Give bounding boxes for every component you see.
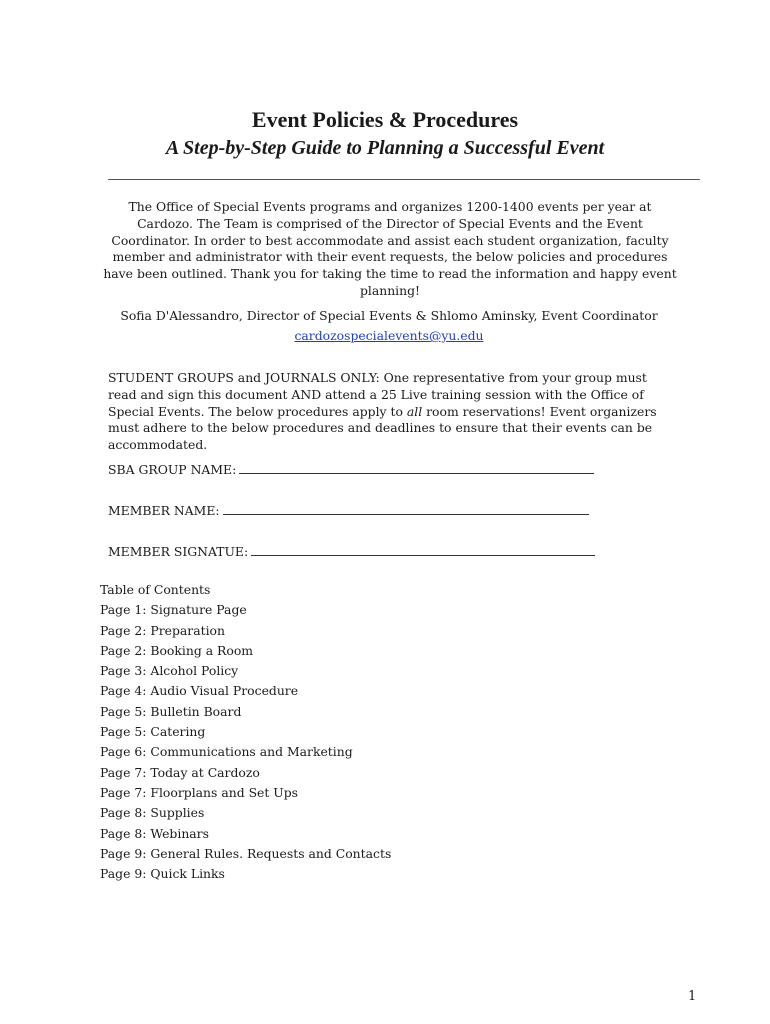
toc-item: Page 9: Quick Links xyxy=(100,866,225,882)
member-name-blank[interactable] xyxy=(223,504,589,515)
title-divider xyxy=(108,179,700,180)
student-groups-notice xyxy=(108,370,668,454)
toc-item: Page 8: Webinars xyxy=(100,825,209,841)
sba-group-name-field xyxy=(108,462,594,477)
notice-text-end: room reservations! Event organizers must adhere to the below procedures and deadlines to ensure that their events can be accommodated. xyxy=(108,403,657,453)
authors-line: Sofia D'Alessandro, Director of Special Events & Shlomo Aminsky, Event Coordinator xyxy=(120,308,658,323)
member-signature-blank[interactable] xyxy=(251,545,595,556)
toc-item: Page 7: Today at Cardozo xyxy=(100,764,260,780)
toc-item: Page 6: Communications and Marketing xyxy=(100,744,353,760)
sba-group-name-label: SBA GROUP NAME: xyxy=(108,462,237,477)
table-of-contents xyxy=(100,580,600,884)
toc-heading: Table of Contents xyxy=(100,582,211,597)
member-name-field xyxy=(108,503,589,518)
notice-text-start: STUDENT GROUPS and JOURNALS ONLY: One representative from your group must read and sign this document AND attend a 25 Live training session with the Office of Special Events. The below procedures apply to xyxy=(108,370,647,419)
toc-item: Page 5: Catering xyxy=(100,724,206,740)
sba-group-name-blank[interactable] xyxy=(239,463,594,474)
member-signature-field xyxy=(108,544,595,559)
toc-item: Page 2: Preparation xyxy=(100,622,225,638)
document-subtitle: A Step-by-Step Guide to Planning a Successful Event xyxy=(165,137,605,159)
toc-item: Page 9: General Rules. Requests and Contacts xyxy=(100,845,392,861)
notice-emphasis: all xyxy=(406,403,423,419)
toc-item: Page 3: Alcohol Policy xyxy=(100,663,239,679)
member-name-label: MEMBER NAME: xyxy=(108,503,220,518)
page-number: 1 xyxy=(688,989,697,1004)
toc-item: Page 1: Signature Page xyxy=(100,602,247,618)
email-line xyxy=(0,328,770,343)
toc-item: Page 8: Supplies xyxy=(100,805,205,821)
toc-item: Page 4: Audio Visual Procedure xyxy=(100,683,299,699)
toc-item: Page 7: Floorplans and Set Ups xyxy=(100,784,299,800)
email-link[interactable]: cardozospecialevents@yu.edu xyxy=(294,328,484,343)
member-signature-label: MEMBER SIGNATUE: xyxy=(108,544,249,559)
intro-paragraph: The Office of Special Events programs and organizes 1200-1400 events per year at Cardozo. The Team is comprised of the Director of Special Events and the Event Coordinator. In order to best accommodate and assist each student organization, faculty member and administrator with their event requests, the below policies and procedures have been outlined. Thank you for taking the time to read the information and happy event planning! xyxy=(103,199,677,298)
toc-item: Page 5: Bulletin Board xyxy=(100,703,242,719)
toc-item: Page 2: Booking a Room xyxy=(100,642,254,658)
toc-list xyxy=(100,600,600,884)
document-title: Event Policies & Procedures xyxy=(251,107,519,132)
